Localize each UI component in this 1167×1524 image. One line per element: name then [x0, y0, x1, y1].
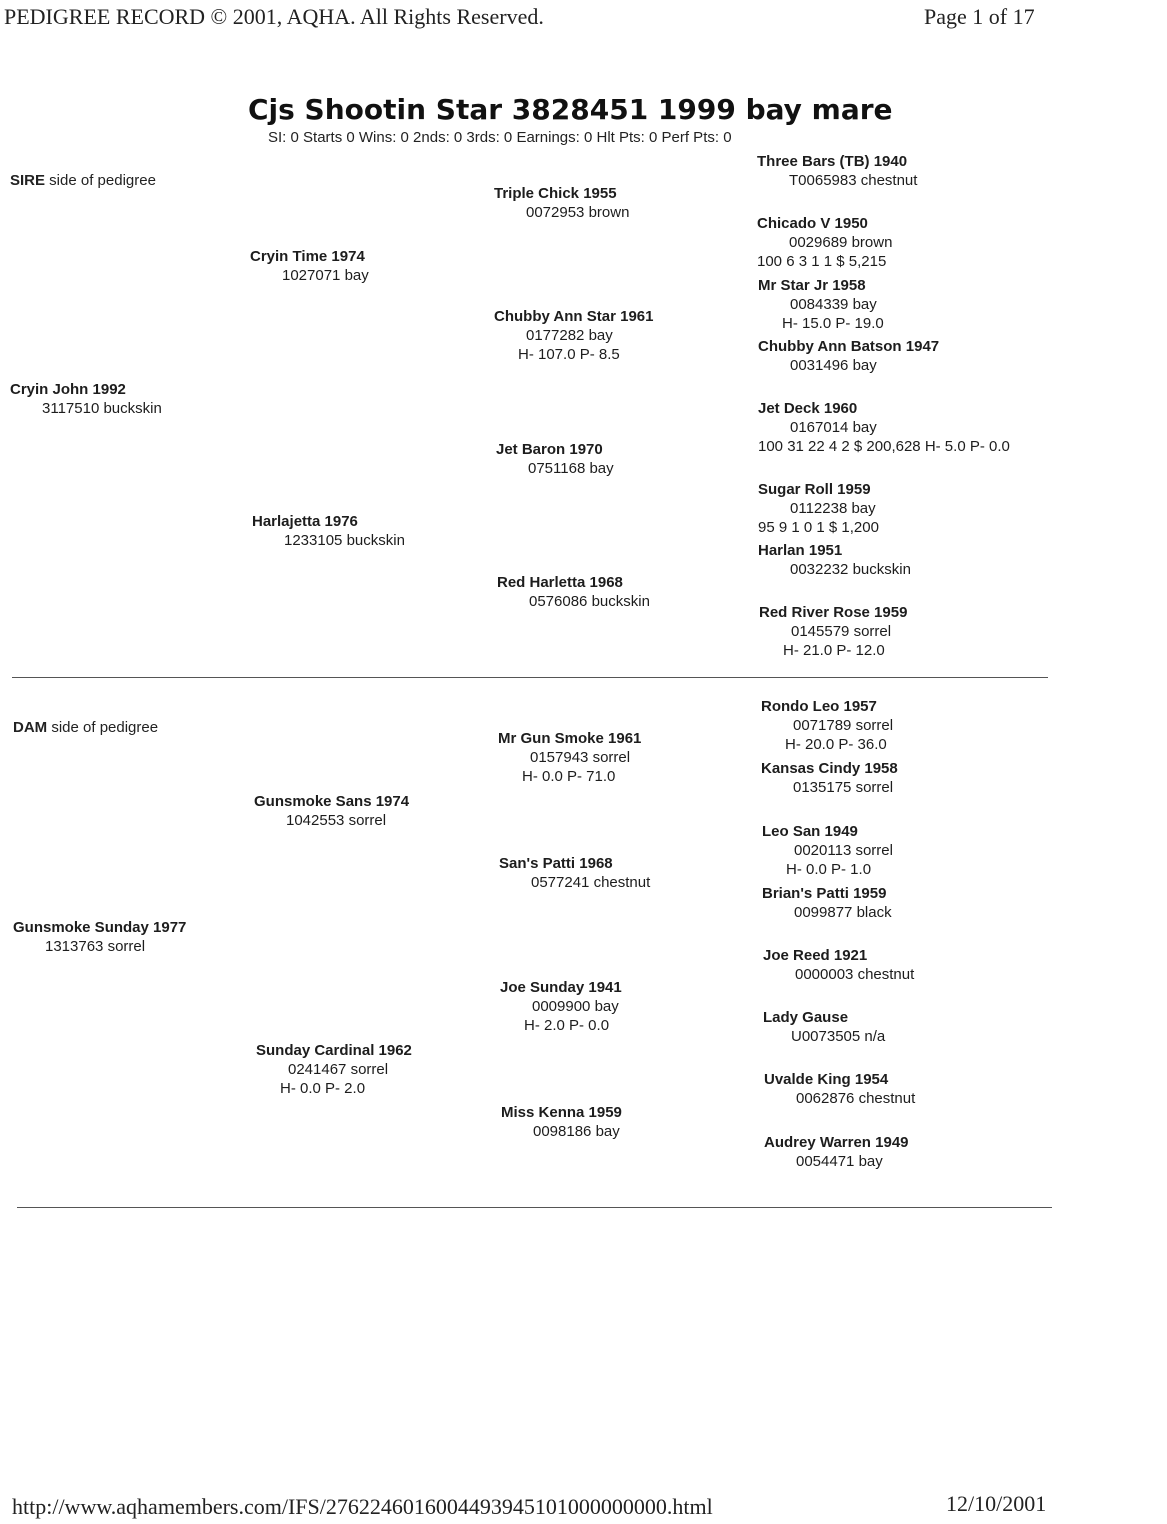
gen3-horse-3: Jet Baron 1970 0751168 bay: [496, 441, 614, 477]
gen4-horse-5: Jet Deck 1960 0167014 bay 100 31 22 4 2 $ 200,628 H- 5.0 P- 0.0: [758, 400, 1010, 455]
gen4-horse-1: Three Bars (TB) 1940 T0065983 chestnut: [757, 153, 918, 189]
gen4-horse-13: Joe Reed 1921 0000003 chestnut: [763, 947, 915, 983]
gen4-horse-16: Audrey Warren 1949 0054471 bay: [764, 1134, 909, 1170]
sire-dam-horse: Harlajetta 1976 1233105 buckskin: [252, 513, 405, 549]
dam-horse: Gunsmoke Sunday 1977 1313763 sorrel: [13, 919, 187, 955]
dam-side-label: DAM side of pedigree: [13, 719, 159, 736]
horse-stats: SI: 0 Starts 0 Wins: 0 2nds: 0 3rds: 0 Earnings: 0 Hlt Pts: 0 Perf Pts: 0: [268, 129, 732, 146]
gen3-horse-6: San's Patti 1968 0577241 chestnut: [499, 855, 651, 891]
gen4-horse-2: Chicado V 1950 0029689 brown 100 6 3 1 1 $ 5,215: [757, 215, 893, 270]
sire-dam-divider: [12, 677, 1048, 678]
dam-sire-horse: Gunsmoke Sans 1974 1042553 sorrel: [254, 793, 410, 829]
gen4-horse-15: Uvalde King 1954 0062876 chestnut: [764, 1071, 916, 1107]
gen3-horse-5: Mr Gun Smoke 1961 0157943 sorrel H- 0.0 P- 71.0: [498, 730, 642, 785]
footer-date: 12/10/2001: [946, 1491, 1047, 1516]
gen3-horse-7: Joe Sunday 1941 0009900 bay H- 2.0 P- 0.0: [500, 979, 622, 1034]
gen4-horse-14: Lady Gause U0073505 n/a: [763, 1009, 886, 1045]
gen4-horse-12: Brian's Patti 1959 0099877 black: [762, 885, 892, 921]
footer-url: http://www.aqhamembers.com/IFS/2762246016004493945101000000000.html: [12, 1494, 713, 1519]
gen3-horse-4: Red Harletta 1968 0576086 buckskin: [497, 574, 650, 610]
horse-title: Cjs Shootin Star 3828451 1999 bay mare: [248, 93, 893, 126]
gen4-horse-7: Harlan 1951 0032232 buckskin: [758, 542, 911, 578]
gen4-horse-8: Red River Rose 1959 0145579 sorrel H- 21.0 P- 12.0: [759, 604, 908, 659]
page-header-title: PEDIGREE RECORD © 2001, AQHA. All Rights Reserved.: [4, 4, 544, 29]
page-number: Page 1 of 17: [924, 4, 1035, 29]
gen4-horse-4: Chubby Ann Batson 1947 0031496 bay: [758, 338, 940, 374]
gen3-horse-8: Miss Kenna 1959 0098186 bay: [501, 1104, 622, 1140]
sire-sire-horse: Cryin Time 1974 1027071 bay: [250, 248, 369, 284]
gen4-horse-11: Leo San 1949 0020113 sorrel H- 0.0 P- 1.0: [762, 823, 893, 878]
gen3-horse-1: Triple Chick 1955 0072953 brown: [494, 185, 630, 221]
gen4-horse-3: Mr Star Jr 1958 0084339 bay H- 15.0 P- 19.0: [758, 277, 884, 332]
dam-dam-horse: Sunday Cardinal 1962 0241467 sorrel H- 0.0 P- 2.0: [256, 1042, 412, 1097]
gen4-horse-9: Rondo Leo 1957 0071789 sorrel H- 20.0 P- 36.0: [761, 698, 894, 753]
gen3-horse-2: Chubby Ann Star 1961 0177282 bay H- 107.0 P- 8.5: [494, 308, 654, 363]
gen4-horse-6: Sugar Roll 1959 0112238 bay 95 9 1 0 1 $ 1,200: [758, 481, 879, 536]
gen4-horse-10: Kansas Cindy 1958 0135175 sorrel: [761, 760, 898, 796]
sire-horse: Cryin John 1992 3117510 buckskin: [10, 381, 162, 417]
bottom-divider: [17, 1207, 1052, 1208]
sire-side-label: SIRE side of pedigree: [10, 172, 156, 189]
